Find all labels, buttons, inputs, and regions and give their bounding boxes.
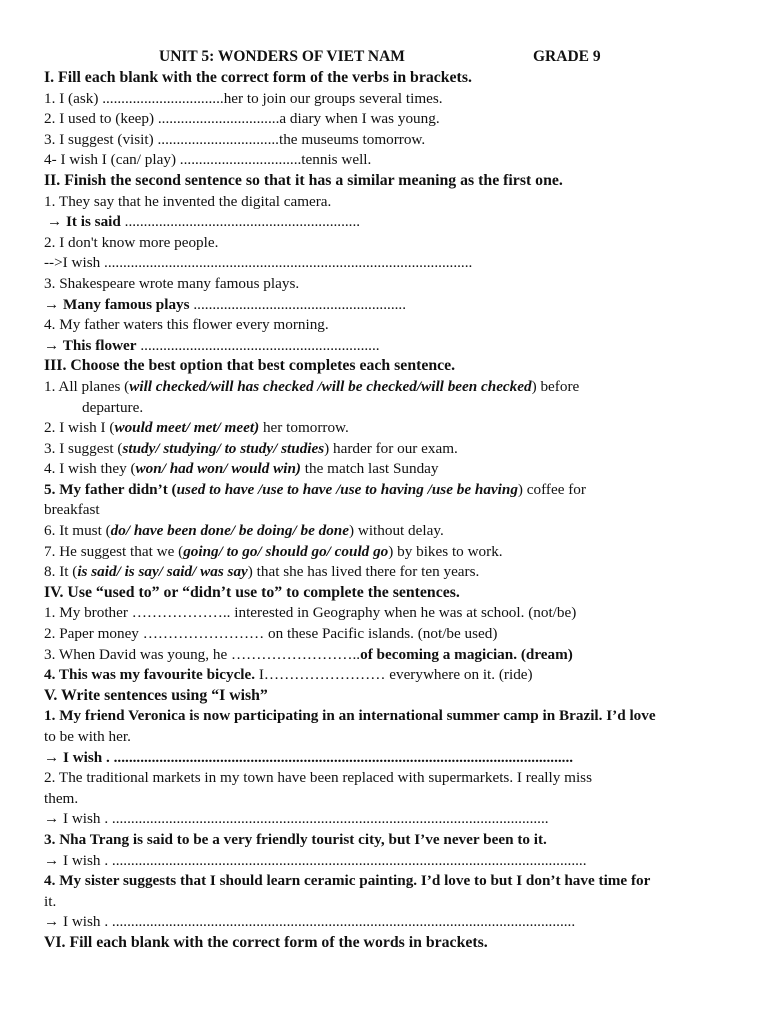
s2-question-2: 2. I don't know more people. — [44, 233, 219, 251]
s3-question-5-cont: breakfast — [44, 501, 100, 519]
s3-q1-options: will checked/will has checked /will be checked/will been checked — [129, 377, 532, 395]
s3-q8-text: 8. It ( — [44, 563, 78, 581]
s3-question-7 — [44, 542, 744, 563]
s1-item-4: 4- I wish I (can/ play) ................................tennis well. — [44, 151, 372, 169]
s4-question-4 — [44, 665, 744, 686]
s3-q1-text-end: ) before — [531, 377, 580, 395]
s2-answer-3-lead: → Many famous plays — [44, 295, 190, 313]
s3-q2-options: would meet/ met/ meet) — [114, 419, 260, 437]
s3-q8-text-end: ) that she has lived there for ten years. — [247, 563, 480, 581]
s5-question-1-cont: to be with her. — [44, 728, 131, 745]
s5-question-4: 4. My sister suggests that I should learn ceramic painting. I’d love to but I don’t have time for — [44, 872, 651, 890]
s4-q3-text: 3. When David was young, he …………………….. — [44, 645, 361, 663]
s3-question-8 — [44, 562, 744, 583]
s3-question-1-cont: departure. — [82, 398, 144, 416]
s2-answer-1-blank: .............................................................. — [120, 213, 361, 231]
s5-question-2: 2. The traditional markets in my town have been replaced with supermarkets. I really miss — [44, 769, 592, 787]
s3-question-1 — [44, 377, 744, 398]
s3-q5-options: used to have /use to have /use to having /use be having — [176, 480, 518, 498]
section-2-heading: II. Finish the second sentence so that it has a similar meaning as the first one. — [44, 171, 563, 189]
s3-q5-text-end: ) coffee for — [517, 480, 586, 498]
s2-question-3: 3. Shakespeare wrote many famous plays. — [44, 274, 300, 292]
worksheet — [44, 47, 744, 954]
s2-answer-3-blank: ........................................................ — [189, 295, 406, 313]
worksheet-title — [44, 47, 744, 68]
section-6-heading: VI. Fill each blank with the correct form of the words in brackets. — [44, 933, 488, 951]
s2-answer-3 — [44, 295, 744, 316]
section-3-heading: III. Choose the best option that best completes each sentence. — [44, 357, 456, 375]
s3-question-2 — [44, 418, 744, 439]
s3-q7-options: going/ to go/ should go/ could go — [183, 542, 389, 560]
section-4-heading: IV. Use “used to” or “didn’t use to” to complete the sentences. — [44, 583, 460, 601]
unit-title: UNIT 5: WONDERS OF VIET NAM — [159, 48, 405, 65]
s3-q5-text: 5. My father didn’t ( — [44, 480, 177, 498]
s3-q6-options: do/ have been done/ be doing/ be done — [110, 522, 349, 540]
s3-q3-text-end: ) harder for our exam. — [324, 439, 458, 457]
s3-q3-options: study/ studying/ to study/ studies — [122, 439, 325, 457]
s1-item-1: 1. I (ask) ................................her to join our groups several times. — [44, 89, 443, 107]
s5-question-4-cont: it. — [44, 892, 57, 910]
s3-question-6 — [44, 521, 744, 542]
s4-question-3 — [44, 645, 744, 666]
s4-question-2: 2. Paper money …………………… on these Pacific islands. (not/be used) — [44, 625, 498, 643]
s3-q6-text: 6. It must ( — [44, 522, 111, 540]
s5-question-3: 3. Nha Trang is said to be a very friendly tourist city, but I’ve never been to it. — [44, 830, 547, 848]
s5-question-2-cont: them. — [44, 789, 79, 807]
s2-answer-1-lead: → It is said — [47, 213, 121, 231]
s2-question-1: 1. They say that he invented the digital camera. — [44, 192, 332, 210]
s3-q2-text-end: her tomorrow. — [259, 419, 349, 437]
s5-answer-3: → I wish . ............................................................................................................................. — [44, 851, 587, 869]
s5-answer-4: → I wish . .......................................................................................................................... — [44, 913, 576, 931]
s2-question-4: 4. My father waters this flower every morning. — [44, 316, 329, 334]
s3-question-3 — [44, 439, 744, 460]
s3-q1-text: 1. All planes ( — [44, 377, 130, 395]
s3-question-4 — [44, 459, 744, 480]
s5-answer-1: → I wish . ......................................................................................................................... — [44, 748, 574, 766]
s3-q4-options: won/ had won/ would win) — [135, 460, 301, 478]
section-1-heading: I. Fill each blank with the correct form of the verbs in brackets. — [44, 69, 472, 86]
s2-answer-1 — [44, 212, 744, 233]
s5-answer-2: → I wish . ................................................................................................................... — [44, 810, 549, 828]
s3-q7-text: 7. He suggest that we ( — [44, 542, 184, 560]
s3-q3-text: 3. I suggest ( — [44, 439, 123, 457]
s2-answer-4 — [44, 336, 744, 357]
s1-item-3: 3. I suggest (visit) ................................the museums tomorrow. — [44, 130, 426, 148]
s4-q3-text-end: of becoming a magician. (dream) — [360, 645, 573, 663]
s5-question-1: 1. My friend Veronica is now participating in an international summer camp in Brazil. I’d love — [44, 707, 656, 725]
s2-answer-2: -->I wish ................................................................................................. — [44, 254, 473, 272]
s3-q4-text-end: the match last Sunday — [301, 460, 439, 478]
s3-question-5 — [44, 480, 744, 501]
section-5-heading: V. Write sentences using “I wish” — [44, 686, 268, 704]
s3-q4-text: 4. I wish they ( — [44, 460, 136, 478]
s1-item-2: 2. I used to (keep) ................................a diary when I was young. — [44, 110, 440, 128]
s3-q2-text: 2. I wish I ( — [44, 419, 115, 437]
s4-q4-text-end: I…………………… everywhere on it. (ride) — [258, 666, 533, 684]
s3-q6-text-end: ) without delay. — [349, 522, 444, 540]
s3-q8-options: is said/ is say/ said/ was say — [77, 563, 248, 581]
s4-question-1: 1. My brother ……………….. interested in Geography when he was at school. (not/be) — [44, 604, 577, 622]
s2-answer-4-lead: → This flower — [44, 336, 137, 354]
s4-q4-text: 4. This was my favourite bicycle. — [44, 666, 259, 684]
s2-answer-4-blank: ............................................................... — [136, 336, 380, 354]
grade-label: GRADE 9 — [533, 48, 601, 65]
s3-q7-text-end: ) by bikes to work. — [388, 542, 503, 560]
